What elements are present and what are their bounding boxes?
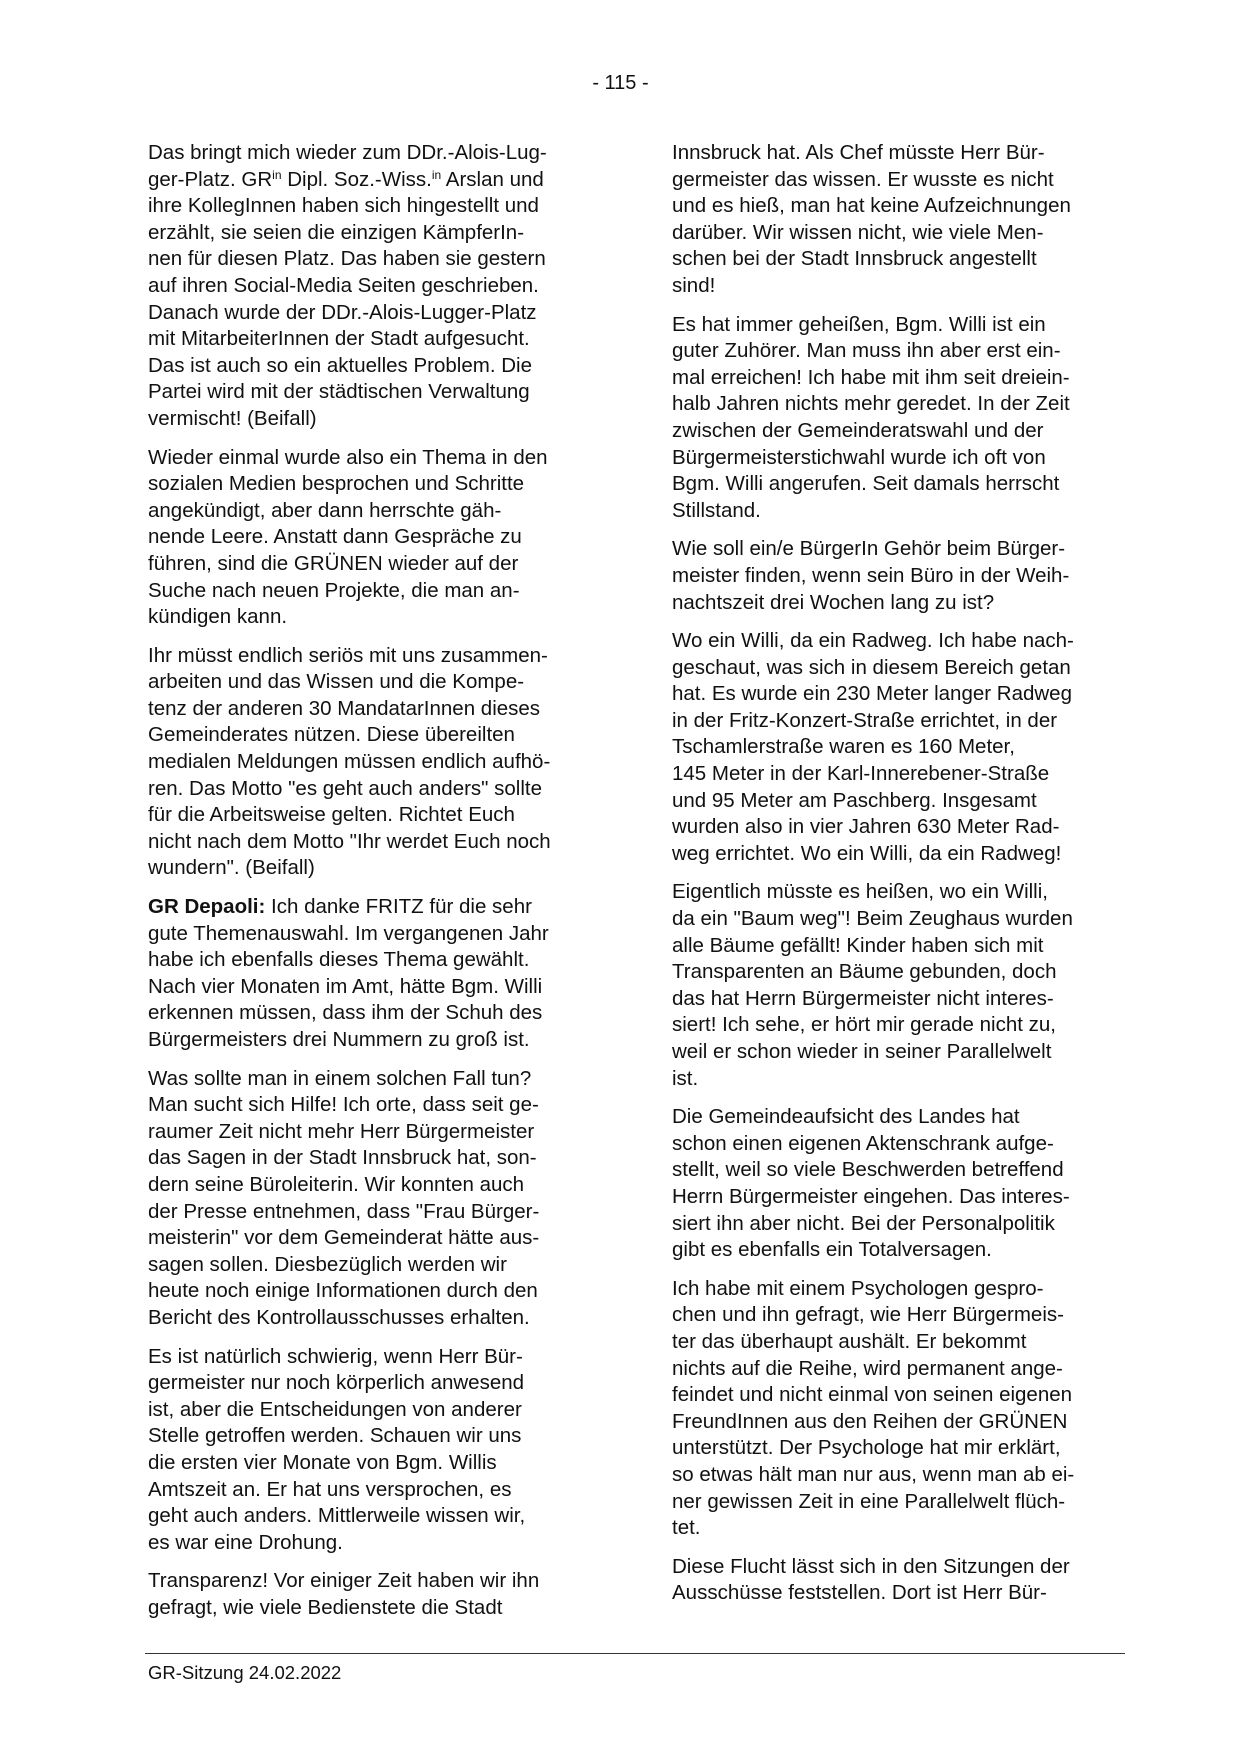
left-column (148, 140, 596, 1633)
text-line: das Sagen in der Stadt Innsbruck hat, son- (148, 1146, 537, 1170)
text-line (148, 167, 596, 194)
text-line: Ich habe mit einem Psychologen gespro- (672, 1276, 1044, 1300)
text-line: kündigen kann. (148, 605, 288, 629)
text-line: nicht nach dem Motto "Ihr werdet Euch noch (148, 829, 551, 853)
text-line: meister finden, wenn sein Büro in der Weih- (672, 563, 1070, 587)
text-line: Amtszeit an. Er hat uns versprochen, es (148, 1477, 512, 1501)
text-line: da ein "Baum weg"! Beim Zeughaus wurden (672, 907, 1073, 931)
text-fragment: ger-Platz. GR (148, 167, 273, 191)
text-line: Transparenz! Vor einiger Zeit haben wir ihn (148, 1569, 540, 1593)
text-line: dern seine Büroleiterin. Wir konnten auch (148, 1172, 525, 1196)
text-line: wundern". (Beifall) (148, 856, 315, 880)
text-line: zwischen der Gemeinderatswahl und der (672, 418, 1044, 442)
text-line: habe ich ebenfalls dieses Thema gewählt. (148, 948, 530, 972)
text-line: ter das überhaupt aushält. Er bekommt (672, 1329, 1027, 1353)
text-line: vermischt! (Beifall) (148, 406, 317, 430)
text-line: weg errichtet. Wo ein Willi, da ein Radweg! (672, 841, 1062, 865)
text-line: ist. (672, 1066, 699, 1090)
text-line: 145 Meter in der Karl-Innerebener-Straße (672, 762, 1050, 786)
text-line: Nach vier Monaten im Amt, hätte Bgm. Willi (148, 974, 543, 998)
text-line: Die Gemeindeaufsicht des Landes hat (672, 1105, 1020, 1129)
text-line: schon einen eigenen Aktenschrank aufge- (672, 1131, 1054, 1155)
paragraph (148, 894, 596, 1054)
text-line: darüber. Wir wissen nicht, wie viele Men- (672, 220, 1044, 244)
text-line: Das ist auch so ein aktuelles Problem. Die (148, 353, 532, 377)
paragraph (672, 1554, 1120, 1607)
text-line: Wieder einmal wurde also ein Thema in den (148, 445, 548, 469)
text-line: gefragt, wie viele Bedienstete die Stadt (148, 1595, 503, 1619)
text-line: Das bringt mich wieder zum DDr.-Alois-Lug- (148, 141, 547, 164)
text-line: tenz der anderen 30 MandatarInnen dieses (148, 696, 541, 720)
paragraph (672, 536, 1120, 616)
text-line: Bürgermeisters drei Nummern zu groß ist. (148, 1028, 530, 1051)
right-column (672, 140, 1120, 1619)
text-line: mal erreichen! Ich habe mit ihm seit dreiein- (672, 365, 1070, 389)
text-line: der Presse entnehmen, dass "Frau Bürger- (148, 1199, 540, 1223)
text-line: germeister nur noch körperlich anwesend (148, 1371, 525, 1395)
text-line: ren. Das Motto "es geht auch anders" sollte (148, 776, 543, 800)
text-line: Innsbruck hat. Als Chef müsste Herr Bür- (672, 141, 1045, 164)
text-line: Suche nach neuen Projekte, die man an- (148, 578, 520, 602)
text-line: schen bei der Stadt Innsbruck angestellt (672, 247, 1037, 271)
text-line: erzählt, sie seien die einzigen KämpferIn- (148, 220, 525, 244)
paragraph (672, 140, 1120, 300)
text-line: nen für diesen Platz. Das haben sie gestern (148, 247, 546, 271)
text-line: sozialen Medien besprochen und Schritte (148, 472, 525, 496)
text-line: weil er schon wieder in seiner Parallelwelt (672, 1040, 1052, 1063)
footer-divider (145, 1653, 1125, 1654)
text-line: Partei wird mit der städtischen Verwaltung (148, 380, 530, 404)
text-line: siert! Ich sehe, er hört mir gerade nicht zu, (672, 1013, 1056, 1037)
text-line: Eigentlich müsste es heißen, wo ein Willi, (672, 880, 1048, 904)
paragraph (672, 1276, 1120, 1542)
page-number: - 115 - (592, 72, 649, 94)
text-line: nende Leere. Anstatt dann Gespräche zu (148, 525, 522, 549)
superscript: in (272, 167, 282, 182)
text-fragment: Dipl. Soz.-Wiss. (281, 167, 432, 191)
text-line: alle Bäume gefällt! Kinder haben sich mit (672, 933, 1044, 957)
text-line: halb Jahren nichts mehr geredet. In der Zeit (672, 392, 1070, 416)
text-line: Was sollte man in einem solchen Fall tun? (148, 1066, 532, 1090)
paragraph (148, 445, 596, 631)
text-line: nichts auf die Reihe, wird permanent ange- (672, 1356, 1063, 1380)
text-line: Transparenten an Bäume gebunden, doch (672, 960, 1057, 984)
text-line: Gemeinderates nützen. Diese übereilten (148, 723, 515, 747)
text-line: Diese Flucht lässt sich in den Sitzungen der (672, 1554, 1070, 1578)
text-line: auf ihren Social-Media Seiten geschrieben. (148, 273, 539, 297)
paragraph (672, 312, 1120, 525)
text-line: Bürgermeisterstichwahl wurde ich oft von (672, 445, 1046, 469)
text-line: geht auch anders. Mittlerweile wissen wir, (148, 1504, 526, 1528)
text-line: in der Fritz-Konzert-Straße errichtet, in der (672, 708, 1058, 732)
text-line: Ihr müsst endlich seriös mit uns zusammen- (148, 643, 548, 667)
paragraph (672, 879, 1120, 1092)
text-fragment: Ich danke FRITZ für die sehr (265, 895, 532, 919)
text-line: heute noch einige Informationen durch den (148, 1279, 538, 1303)
text-line: es war eine Drohung. (148, 1530, 343, 1554)
text-line: angekündigt, aber dann herrschte gäh- (148, 498, 502, 522)
superscript: in (431, 167, 442, 182)
text-line: Bericht des Kontrollausschusses erhalten. (148, 1305, 530, 1329)
paragraph (148, 1344, 596, 1557)
text-line: Man sucht sich Hilfe! Ich orte, dass seit ge- (148, 1093, 539, 1117)
text-line: FreundInnen aus den Reihen der GRÜNEN (672, 1409, 1068, 1433)
text-line: geschaut, was sich in diesem Bereich getan (672, 655, 1071, 679)
text-line: meisterin" vor dem Gemeinderat hätte aus- (148, 1226, 540, 1250)
text-line: Herrn Bürgermeister eingehen. Das interes- (672, 1184, 1070, 1208)
text-line: Es ist natürlich schwierig, wenn Herr Bür- (148, 1344, 523, 1368)
text-line: hat. Es wurde ein 230 Meter langer Radweg (672, 682, 1072, 706)
text-line: Ausschüsse feststellen. Dort ist Herr Bür- (672, 1581, 1047, 1605)
footer-session-label: GR-Sitzung 24.02.2022 (148, 1662, 342, 1683)
text-line: wurden also in vier Jahren 630 Meter Rad- (672, 815, 1060, 839)
text-line: Es hat immer geheißen, Bgm. Willi ist ein (672, 312, 1046, 336)
text-line: so etwas hält man nur aus, wenn man ab ei- (672, 1462, 1075, 1486)
text-line: und 95 Meter am Paschberg. Insgesamt (672, 788, 1037, 812)
text-line: ihre KollegInnen haben sich hingestellt und (148, 194, 539, 218)
text-line: erkennen müssen, dass ihm der Schuh des (148, 1001, 543, 1025)
text-line: Stelle getroffen werden. Schauen wir uns (148, 1424, 522, 1448)
text-line: das hat Herrn Bürgermeister nicht interes- (672, 986, 1054, 1010)
paragraph (148, 643, 596, 882)
text-line: Stillstand. (672, 498, 761, 522)
text-line: ist, aber die Entscheidungen von anderer (148, 1397, 522, 1421)
paragraph (148, 1066, 596, 1332)
text-line: Wo ein Willi, da ein Radweg. Ich habe nach- (672, 629, 1074, 653)
text-line: Bgm. Willi angerufen. Seit damals herrscht (672, 472, 1060, 496)
text-line: gute Themenauswahl. Im vergangenen Jahr (148, 921, 549, 945)
text-line: sind! (672, 273, 716, 297)
text-line: arbeiten und das Wissen und die Kompe- (148, 670, 525, 694)
text-line: gibt es ebenfalls ein Totalversagen. (672, 1238, 992, 1262)
paragraph (148, 140, 596, 433)
text-line: mit MitarbeiterInnen der Stadt aufgesucht. (148, 327, 530, 351)
text-line: ner gewissen Zeit in eine Parallelwelt flüch- (672, 1489, 1066, 1513)
text-line: Wie soll ein/e BürgerIn Gehör beim Bürger- (672, 537, 1066, 561)
text-line: chen und ihn gefragt, wie Herr Bürgermeis- (672, 1303, 1064, 1327)
text-line: germeister das wissen. Er wusste es nicht (672, 167, 1054, 191)
paragraph (672, 1104, 1120, 1264)
text-line: Tschamlerstraße waren es 160 Meter, (672, 735, 1015, 759)
text-line: siert ihn aber nicht. Bei der Personalpolitik (672, 1211, 1055, 1235)
text-line: Danach wurde der DDr.-Alois-Lugger-Platz (148, 300, 537, 324)
text-line: sagen sollen. Diesbezüglich werden wir (148, 1252, 507, 1276)
text-line: feindet und nicht einmal von seinen eigenen (672, 1383, 1073, 1407)
text-line: und es hieß, man hat keine Aufzeichnungen (672, 194, 1071, 218)
text-line: für die Arbeitsweise gelten. Richtet Euch (148, 803, 515, 827)
text-line: medialen Meldungen müssen endlich aufhö- (148, 750, 551, 774)
text-fragment: Arslan und (441, 167, 544, 191)
speaker-name: GR Depaoli: (148, 895, 266, 919)
text-line: nachtszeit drei Wochen lang zu ist? (672, 590, 995, 614)
text-line: guter Zuhörer. Man muss ihn aber erst ein- (672, 339, 1061, 363)
paragraph (672, 628, 1120, 867)
text-line: tet. (672, 1516, 701, 1540)
text-line: stellt, weil so viele Beschwerden betreffend (672, 1158, 1064, 1182)
paragraph (148, 1568, 596, 1621)
text-line: führen, sind die GRÜNEN wieder auf der (148, 551, 519, 575)
text-line (148, 894, 596, 921)
text-line: unterstützt. Der Psychologe hat mir erklärt, (672, 1436, 1061, 1460)
text-line: raumer Zeit nicht mehr Herr Bürgermeister (148, 1119, 535, 1143)
text-line: die ersten vier Monate von Bgm. Willis (148, 1450, 497, 1474)
